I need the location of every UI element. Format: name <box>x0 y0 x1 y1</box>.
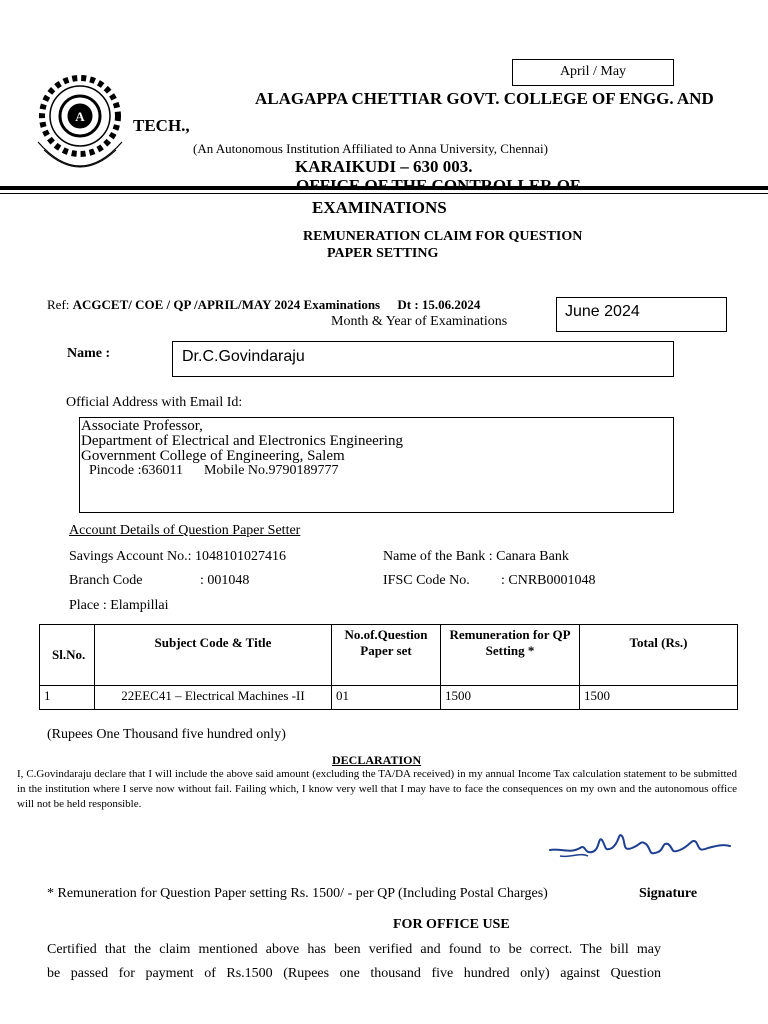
month-year-value: June 2024 <box>565 303 640 320</box>
college-name: ALAGAPPA CHETTIAR GOVT. COLLEGE OF ENGG. AND <box>255 89 714 108</box>
table-row <box>40 686 738 710</box>
cell-slno: 1 <box>40 686 95 710</box>
address-line: Associate Professor, <box>81 418 203 434</box>
ref-text: ACGCET/ COE / QP /APRIL/MAY 2024 Examinations <box>72 297 381 312</box>
claim-title: REMUNERATION CLAIM FOR QUESTION <box>303 229 583 244</box>
signature-label: Signature <box>639 886 698 901</box>
address-line: Government College of Engineering, Salem <box>81 448 345 464</box>
city-text: KARAIKUDI – 630 003. <box>295 157 473 176</box>
header-divider-thin <box>0 193 768 194</box>
office-heading-cont: EXAMINATIONS <box>312 198 447 217</box>
cell-total: 1500 <box>580 686 738 710</box>
declaration-title: DECLARATION <box>332 753 422 767</box>
college-logo-icon <box>32 72 128 182</box>
remuneration-note: * Remuneration for Question Paper setting Rs. 1500/ - per QP (Including Postal Charges) <box>47 886 548 901</box>
branch-code-label: Branch Code <box>69 573 143 588</box>
claim-table <box>39 624 738 710</box>
ifsc-value: : CNRB0001048 <box>501 573 596 588</box>
affiliation-text: (An Autonomous Institution Affiliated to Anna University, Chennai) <box>193 141 548 156</box>
address-label: Official Address with Email Id: <box>66 395 243 410</box>
address-line: Pincode :636011 Mobile No.9790189777 <box>89 463 339 478</box>
address-line: Department of Electrical and Electronics Engineering <box>81 433 403 449</box>
certified-text-line: Certified that the claim mentioned above has been verified and found to be correct. The bill may <box>47 942 661 957</box>
claim-title-cont: PAPER SETTING <box>327 246 439 261</box>
ifsc-label: IFSC Code No. <box>383 573 470 588</box>
ref-prefix: Ref: <box>47 297 70 312</box>
cell-num: 01 <box>332 686 441 710</box>
declaration-text: I, C.Govindaraju declare that I will include the above said amount (excluding the TA/DA received) in my annual Income Tax calculation statement to be submitted in the institution where I serve now without fail. Failing which, I know very well that I may have to face the consequences on my own and the autonomous office will not be held responsible. <box>17 768 737 810</box>
header-slno: Sl.No. <box>40 625 95 686</box>
name-label: Name : <box>67 346 111 361</box>
ref-date: Dt : 15.06.2024 <box>397 297 481 312</box>
amount-in-words: (Rupees One Thousand five hundred only) <box>47 727 286 742</box>
exam-month-text: April / May <box>559 64 627 79</box>
office-use-title: FOR OFFICE USE <box>393 917 510 932</box>
bank-name: Name of the Bank : Canara Bank <box>383 549 569 564</box>
svg-text:A: A <box>75 109 85 124</box>
cell-subject: 22EEC41 – Electrical Machines -II <box>95 686 332 710</box>
header-subject: Subject Code & Title <box>95 625 332 686</box>
signature-image-icon <box>540 818 750 868</box>
savings-account: Savings Account No.: 1048101027416 <box>69 549 286 564</box>
ref-line <box>47 297 480 313</box>
name-value: Dr.C.Govindaraju <box>182 348 305 365</box>
month-year-label: Month & Year of Examinations <box>331 314 508 329</box>
header-num: No.of.Question Paper set <box>332 625 441 686</box>
place: Place : Elampillai <box>69 598 169 613</box>
certified-text-line: be passed for payment of Rs.1500 (Rupees one thousand five hundred only) against Question <box>47 966 661 981</box>
branch-code-value: : 001048 <box>200 573 250 588</box>
cell-rem: 1500 <box>441 686 580 710</box>
header-total: Total (Rs.) <box>580 625 738 686</box>
account-heading: Account Details of Question Paper Setter <box>69 523 301 538</box>
college-name-cont: TECH., <box>133 116 190 135</box>
header-rem: Remuneration for QP Setting * <box>441 625 580 686</box>
table-header-row <box>40 625 738 686</box>
